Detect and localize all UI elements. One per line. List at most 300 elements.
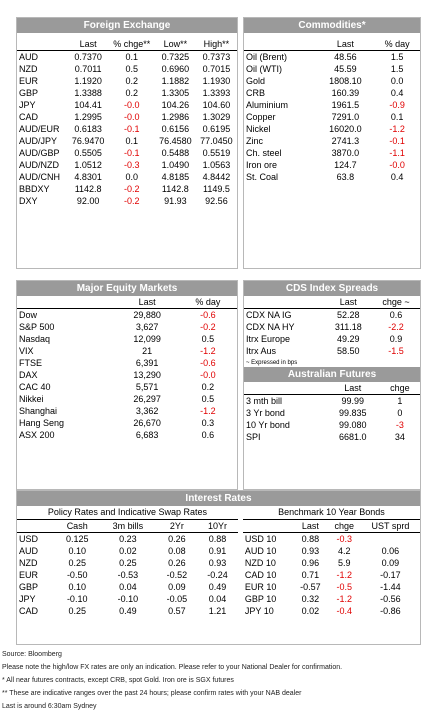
- bench-bond-cell: -0.5: [336, 582, 352, 592]
- fx-cell: 0.2: [125, 76, 138, 86]
- bench-bond-cell: 0.02: [301, 606, 320, 616]
- fx-row: [17, 195, 237, 207]
- fx-cell: 1.1930: [202, 76, 231, 86]
- bench-bond-cell: 0.93: [301, 546, 320, 556]
- commodity-cell: 48.56: [334, 52, 357, 62]
- commodity-row: [244, 135, 420, 147]
- fx-row: [17, 159, 237, 171]
- fx-row: [17, 123, 237, 135]
- fx-row-label: NZD: [19, 64, 38, 74]
- bench-bond-row-label: CAD 10: [244, 570, 277, 580]
- equity-row: [17, 321, 237, 333]
- commodity-cell: 124.7: [334, 160, 357, 170]
- equity-row-label: Shanghai: [19, 406, 58, 416]
- bench-bonds-table: [243, 520, 420, 617]
- fx-row-label: AUD/JPY: [19, 136, 58, 146]
- commodity-cell: 3870.0: [331, 148, 360, 158]
- policy-rate-row-label: JPY: [19, 594, 36, 604]
- bench-bond-col-header: [243, 520, 293, 533]
- equity-cell: -1.2: [200, 406, 216, 416]
- fx-cell: 1.1882: [161, 76, 190, 86]
- aus-futures-col-header: chge: [380, 382, 420, 395]
- fx-col-header: Last: [68, 38, 109, 51]
- policy-rate-cell: 0.25: [68, 606, 86, 616]
- policy-rate-cell: 0.09: [168, 582, 186, 592]
- aus-futures-cell: 99.080: [339, 420, 367, 430]
- policy-rate-cell: -0.24: [207, 570, 228, 580]
- fx-cell: 1.0512: [74, 160, 102, 170]
- aus-futures-col-header: Last: [326, 382, 380, 395]
- cds-row: [244, 309, 420, 322]
- commodity-row-label: Copper: [246, 112, 276, 122]
- fx-row: [17, 183, 237, 195]
- bench-bond-col-header: UST sprd: [361, 520, 420, 533]
- fx-row: [17, 63, 237, 75]
- fx-cell: 4.8185: [161, 172, 190, 182]
- policy-rate-row: [17, 569, 238, 581]
- commodity-cell: 0.0: [390, 76, 404, 86]
- policy-rate-cell: 0.25: [68, 558, 86, 568]
- bench-bond-row-label: GBP 10: [244, 594, 277, 604]
- footnote-1: Please note the high/low FX rates are only an indication. Please refer to your National Dealer for confirmation.: [2, 664, 343, 671]
- bench-bond-cell: -0.3: [336, 534, 352, 544]
- policy-rate-cell: -0.05: [166, 594, 188, 604]
- aus-futures-row: [244, 419, 420, 431]
- fx-cell: 1.3029: [202, 112, 231, 122]
- policy-rate-cell: 0.26: [168, 558, 186, 568]
- equity-table: [17, 296, 237, 441]
- aus-futures-cell: 99.99: [341, 396, 365, 406]
- fx-row: [17, 99, 237, 111]
- equity-row-label: ASX 200: [19, 430, 55, 440]
- aus-futures-col-header: [244, 382, 326, 395]
- fx-cell: 0.6960: [161, 64, 190, 74]
- bench-bond-row-label: JPY 10: [244, 606, 274, 616]
- fx-row-label: DXY: [19, 196, 38, 206]
- equity-cell: 6,391: [135, 358, 159, 368]
- aus-futures-cell: -3: [395, 420, 404, 430]
- cds-cell: -2.2: [388, 322, 404, 332]
- aus-futures-cell: 1: [397, 396, 403, 406]
- policy-rate-cell: 0.25: [119, 558, 137, 568]
- equity-row-label: Nikkei: [19, 394, 44, 404]
- policy-rate-col-header: 3m bills: [99, 520, 156, 533]
- fx-cell: 92.00: [76, 196, 100, 206]
- rates-title: Interest Rates: [17, 491, 420, 506]
- bench-bond-col-header: chge: [328, 520, 361, 533]
- fx-cell: -0.3: [123, 160, 140, 170]
- aus-futures-row-label: 3 mth bill: [246, 396, 283, 406]
- policy-rate-row: [17, 593, 238, 605]
- commodity-row: [244, 63, 420, 75]
- fx-cell: 0.5: [125, 64, 138, 74]
- aus-futures-row: [244, 407, 420, 419]
- fx-row-label: JPY: [19, 100, 36, 110]
- aus-futures-cell: 0: [397, 408, 403, 418]
- fx-cell: -0.1: [123, 124, 140, 134]
- fx-row-label: GBP: [19, 88, 39, 98]
- equity-row: [17, 381, 237, 393]
- bench-bond-row: [243, 557, 420, 569]
- bench-bond-cell: -0.57: [300, 582, 321, 592]
- fx-cell: 1.2995: [74, 112, 102, 122]
- aus-futures-table: [244, 382, 420, 443]
- fx-row: [17, 51, 237, 64]
- bench-bond-row-label: USD 10: [244, 534, 277, 544]
- bench-bond-cell: -1.44: [380, 582, 401, 592]
- fx-cell: 104.26: [161, 100, 190, 110]
- commodity-cell: 1.5: [390, 64, 404, 74]
- bench-bond-cell: 0.88: [301, 534, 320, 544]
- fx-row-label: AUD/GBP: [19, 148, 60, 158]
- fx-row-label: AUD/NZD: [19, 160, 59, 170]
- commodity-row: [244, 123, 420, 135]
- commodity-row-label: Aluminium: [246, 100, 289, 110]
- fx-cell: 4.8442: [202, 172, 231, 182]
- bench-bond-cell: [361, 533, 420, 546]
- equity-row: [17, 405, 237, 417]
- bench-bond-cell: -0.4: [336, 606, 352, 616]
- commodity-row: [244, 99, 420, 111]
- commodity-cell: 7291.0: [331, 112, 360, 122]
- commodity-row: [244, 171, 420, 183]
- policy-rate-row-label: AUD: [19, 546, 39, 556]
- fx-cell: 0.7015: [202, 64, 231, 74]
- fx-cell: 0.7011: [74, 64, 102, 74]
- commodity-row-label: Oil (WTI): [246, 64, 282, 74]
- policy-rate-cell: 0.10: [68, 582, 86, 592]
- commodity-cell: 1.5: [390, 52, 404, 62]
- policy-rate-cell: -0.10: [117, 594, 139, 604]
- fx-row-label: CAD: [19, 112, 39, 122]
- fx-cell: 0.6183: [74, 124, 102, 134]
- equity-row-label: DAX: [19, 370, 38, 380]
- cds-cell: 58.50: [337, 346, 360, 356]
- fx-cell: 0.1: [125, 136, 138, 146]
- cds-row: [244, 345, 420, 357]
- rates-panel: [16, 490, 421, 645]
- fx-cell: 0.7373: [202, 52, 231, 62]
- commodity-cell: 0.4: [390, 172, 404, 182]
- fx-title: Foreign Exchange: [17, 18, 237, 33]
- aus-futures-title: Australian Futures: [244, 367, 420, 382]
- bench-bond-row: [243, 593, 420, 605]
- policy-rate-cell: -0.52: [166, 570, 188, 580]
- bench-bond-cell: 4.2: [337, 546, 351, 556]
- aus-futures-row-label: SPI: [246, 432, 261, 442]
- commodity-row-label: Oil (Brent): [246, 52, 288, 62]
- equity-cell: 12,099: [133, 334, 161, 344]
- footnote-source: Source: Bloomberg: [2, 651, 62, 658]
- commodity-cell: -1.2: [389, 124, 405, 134]
- policy-rate-cell: 0.125: [65, 534, 89, 544]
- cds-row-label: CDX NA HY: [246, 322, 295, 332]
- commodity-cell: 45.59: [334, 64, 357, 74]
- cds-table: [244, 296, 420, 357]
- footnote-4: Last is around 6:30am Sydney: [2, 703, 97, 710]
- fx-cell: 0.6195: [202, 124, 231, 134]
- equity-cell: 3,362: [135, 406, 159, 416]
- commodity-cell: 1808.10: [329, 76, 362, 86]
- policy-rate-cell: 0.04: [119, 582, 137, 592]
- commodities-panel: [243, 17, 421, 269]
- fx-cell: 92.56: [205, 196, 228, 206]
- bench-bond-row: [243, 533, 420, 546]
- aus-futures-cell: 34: [394, 432, 405, 442]
- equity-cell: 0.5: [201, 334, 215, 344]
- equity-cell: 0.6: [201, 430, 215, 440]
- bench-bond-row: [243, 569, 420, 581]
- fx-cell: 0.5488: [161, 148, 190, 158]
- policy-rate-row-label: EUR: [19, 570, 39, 580]
- bench-bond-row-label: EUR 10: [244, 582, 277, 592]
- footnote-2: * All near futures contracts, except CRB, spot Gold. Iron ore is SGX futures: [2, 677, 234, 684]
- commodity-row: [244, 111, 420, 123]
- aus-futures-row-label: 3 Yr bond: [246, 408, 285, 418]
- fx-cell: -0.2: [123, 196, 140, 206]
- fx-cell: 0.5519: [202, 148, 231, 158]
- fx-row: [17, 135, 237, 147]
- equity-col-header: % day: [179, 296, 237, 309]
- equity-cell: -0.2: [200, 322, 216, 332]
- bench-bond-cell: -1.2: [336, 594, 352, 604]
- commodity-col-header: % day: [374, 38, 420, 51]
- commodity-col-header: Last: [317, 38, 375, 51]
- policy-rate-row: [17, 545, 238, 557]
- commodities-table: [244, 38, 420, 183]
- commodity-row-label: Zinc: [246, 136, 264, 146]
- policy-rates-section: [17, 506, 238, 617]
- policy-rate-row: [17, 581, 238, 593]
- equity-row: [17, 357, 237, 369]
- bench-bond-cell: 0.96: [301, 558, 320, 568]
- fx-cell: 0.5505: [74, 148, 102, 158]
- equity-title: Major Equity Markets: [17, 281, 237, 296]
- policy-rate-row: [17, 533, 238, 546]
- bench-bond-col-header: Last: [293, 520, 328, 533]
- equity-row: [17, 369, 237, 381]
- fx-cell: 104.60: [202, 100, 231, 110]
- aus-futures-row: [244, 431, 420, 443]
- bench-bond-cell: 0.06: [381, 546, 400, 556]
- policy-rate-row-label: GBP: [19, 582, 39, 592]
- bench-bond-cell: 5.9: [337, 558, 351, 568]
- fx-row: [17, 171, 237, 183]
- fx-cell: 4.8301: [74, 172, 102, 182]
- fx-cell: 1149.5: [203, 184, 230, 194]
- bench-bond-row: [243, 605, 420, 617]
- equity-cell: 0.5: [201, 394, 215, 404]
- policy-rate-row: [17, 557, 238, 569]
- equity-cell: 21: [142, 346, 153, 356]
- bench-bond-row: [243, 581, 420, 593]
- policy-rate-row-label: NZD: [19, 558, 38, 568]
- policy-rate-col-header: 2Yr: [157, 520, 198, 533]
- fx-row-label: AUD/EUR: [19, 124, 60, 134]
- cds-panel: [243, 280, 421, 490]
- fx-row: [17, 147, 237, 159]
- policy-rate-row: [17, 605, 238, 617]
- commodity-row-label: Nickel: [246, 124, 271, 134]
- cds-row: [244, 333, 420, 345]
- fx-cell: 0.1: [125, 52, 138, 62]
- equity-cell: 0.3: [201, 418, 215, 428]
- fx-cell: 1.0490: [161, 160, 190, 170]
- equity-cell: 3,627: [135, 322, 159, 332]
- equity-row-label: CAC 40: [19, 382, 51, 392]
- cds-row-label: Itrx Europe: [246, 334, 291, 344]
- fx-row: [17, 87, 237, 99]
- aus-futures-row-label: 10 Yr bond: [246, 420, 290, 430]
- cds-note: ~ Expressed in bps: [246, 360, 298, 366]
- policy-rate-cell: -0.53: [117, 570, 139, 580]
- policy-rate-col-header: [17, 520, 55, 533]
- cds-row-label: CDX NA IG: [246, 310, 292, 320]
- commodity-row: [244, 87, 420, 99]
- fx-cell: 0.7370: [74, 52, 102, 62]
- fx-cell: -0.1: [123, 148, 140, 158]
- bench-bond-row: [243, 545, 420, 557]
- bench-bonds-title: Benchmark 10 Year Bonds: [243, 506, 420, 520]
- equity-col-header: Last: [115, 296, 178, 309]
- commodity-row-label: CRB: [246, 88, 266, 98]
- aus-futures-cell: 6681.0: [339, 432, 367, 442]
- commodity-col-header: [244, 38, 317, 51]
- bench-bond-cell: 0.32: [301, 594, 320, 604]
- equity-cell: 26,670: [133, 418, 161, 428]
- cds-cell: 49.29: [337, 334, 360, 344]
- commodity-cell: 0.4: [390, 88, 404, 98]
- commodity-cell: -0.9: [389, 100, 405, 110]
- cds-col-header: chge ~: [372, 296, 420, 309]
- cds-col-header: Last: [325, 296, 372, 309]
- fx-cell: 1142.8: [74, 184, 102, 194]
- commodity-row-label: St. Coal: [246, 172, 279, 182]
- fx-row-label: BBDXY: [19, 184, 50, 194]
- policy-rate-cell: 0.04: [208, 594, 227, 604]
- equity-cell: -0.6: [200, 358, 216, 368]
- cds-cell: 52.28: [337, 310, 360, 320]
- policy-rate-cell: -0.50: [66, 570, 88, 580]
- policy-rate-cell: 0.10: [68, 546, 86, 556]
- commodity-row: [244, 51, 420, 64]
- cds-col-header: [244, 296, 325, 309]
- fx-cell: -0.0: [123, 100, 140, 110]
- fx-cell: 0.6156: [161, 124, 190, 134]
- fx-panel: [16, 17, 238, 269]
- fx-cell: 1.3388: [74, 88, 102, 98]
- fx-col-header: [17, 38, 68, 51]
- bench-bond-cell: -0.56: [380, 594, 401, 604]
- policy-rate-cell: 0.02: [119, 546, 137, 556]
- equity-cell: -1.2: [200, 346, 216, 356]
- fx-cell: 0.0: [125, 172, 138, 182]
- equity-cell: 13,290: [133, 370, 161, 380]
- cds-cell: 0.6: [389, 310, 403, 320]
- bench-bond-row-label: NZD 10: [244, 558, 276, 568]
- policy-rate-cell: 0.93: [208, 558, 227, 568]
- equity-row-label: Nasdaq: [19, 334, 51, 344]
- fx-row: [17, 111, 237, 123]
- commodity-cell: 16020.0: [329, 124, 362, 134]
- equity-row: [17, 345, 237, 357]
- commodity-cell: -0.0: [389, 160, 405, 170]
- cds-title: CDS Index Spreads: [244, 281, 420, 296]
- bench-bond-cell: -0.17: [380, 570, 401, 580]
- policy-rate-cell: 0.26: [168, 534, 186, 544]
- policy-rate-cell: 0.08: [168, 546, 186, 556]
- fx-row-label: AUD/CNH: [19, 172, 61, 182]
- equity-cell: -0.6: [200, 310, 216, 320]
- commodity-row: [244, 75, 420, 87]
- fx-cell: 1.3393: [202, 88, 231, 98]
- fx-cell: 1.0563: [202, 160, 231, 170]
- commodities-title: Commodities*: [244, 18, 420, 33]
- commodity-cell: 160.39: [331, 88, 360, 98]
- equity-row: [17, 309, 237, 322]
- policy-rate-cell: 0.49: [208, 582, 227, 592]
- policy-rate-cell: 0.91: [208, 546, 227, 556]
- equity-cell: 29,880: [133, 310, 161, 320]
- footnote-3: ** These are indicative ranges over the past 24 hours; please confirm rates with your NAB dealer: [2, 690, 302, 697]
- aus-futures-row: [244, 395, 420, 408]
- equity-cell: 26,297: [133, 394, 161, 404]
- cds-row-label: Itrx Aus: [246, 346, 277, 356]
- policy-rate-row-label: CAD: [19, 606, 39, 616]
- policy-rate-col-header: 10Yr: [197, 520, 238, 533]
- commodity-cell: 1961.5: [331, 100, 360, 110]
- policy-rates-title: Policy Rates and Indicative Swap Rates: [17, 506, 238, 520]
- commodity-cell: 63.8: [336, 172, 355, 182]
- equity-row: [17, 393, 237, 405]
- bench-bond-cell: 0.71: [301, 570, 320, 580]
- aus-futures-cell: 99.835: [339, 408, 367, 418]
- fx-cell: 76.4580: [159, 136, 192, 146]
- fx-cell: -0.0: [123, 112, 140, 122]
- fx-cell: 1142.8: [161, 184, 189, 194]
- fx-cell: 0.2: [125, 88, 138, 98]
- fx-cell: -0.2: [123, 184, 140, 194]
- fx-col-header: Low**: [155, 38, 196, 51]
- fx-col-header: High**: [196, 38, 237, 51]
- commodity-cell: -1.1: [389, 148, 405, 158]
- policy-rate-cell: 0.57: [168, 606, 186, 616]
- fx-cell: 104.41: [74, 100, 102, 110]
- commodity-row-label: Gold: [246, 76, 266, 86]
- fx-cell: 91.93: [164, 196, 187, 206]
- fx-cell: 1.1920: [74, 76, 102, 86]
- commodity-cell: 0.1: [390, 112, 404, 122]
- equity-row-label: Dow: [19, 310, 38, 320]
- equity-panel: [16, 280, 238, 490]
- equity-cell: 6,683: [135, 430, 159, 440]
- policy-rate-col-header: Cash: [55, 520, 99, 533]
- equity-row: [17, 417, 237, 429]
- cds-cell: 0.9: [389, 334, 403, 344]
- equity-col-header: [17, 296, 115, 309]
- fx-col-header: % chge**: [109, 38, 155, 51]
- bench-bond-cell: 0.09: [381, 558, 400, 568]
- fx-row-label: EUR: [19, 76, 39, 86]
- fx-row: [17, 75, 237, 87]
- cds-cell: 311.18: [334, 322, 362, 332]
- policy-rate-cell: -0.10: [66, 594, 88, 604]
- fx-cell: 76.9470: [71, 136, 105, 146]
- equity-cell: 0.2: [201, 382, 215, 392]
- commodity-row-label: Iron ore: [246, 160, 278, 170]
- fx-cell: 77.0450: [200, 136, 233, 146]
- policy-rate-cell: 0.88: [208, 534, 227, 544]
